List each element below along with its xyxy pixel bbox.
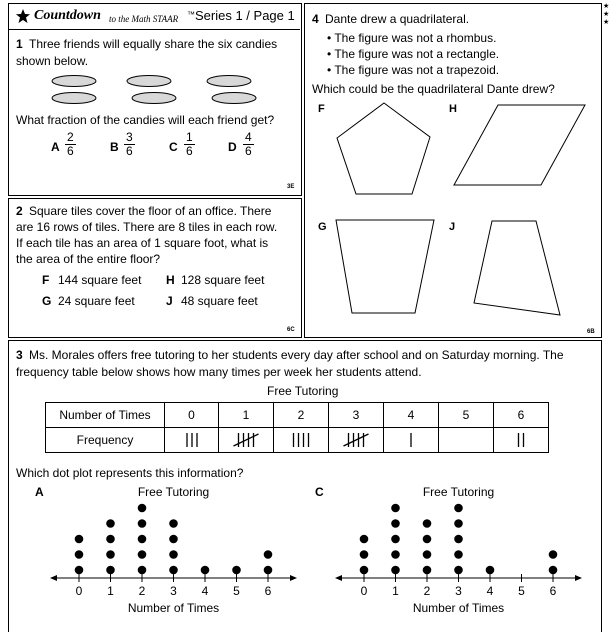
tick-label: 6 — [549, 584, 557, 598]
choice-a-letter[interactable]: A — [51, 140, 60, 154]
tally-marks — [172, 430, 212, 450]
data-dot — [138, 535, 147, 544]
choice-h-text[interactable]: 128 square feet — [181, 273, 265, 287]
tally-cell — [384, 428, 439, 453]
tally-slash — [344, 434, 369, 446]
choice-c-fraction[interactable]: $\frac{1}{6}$ — [186, 130, 193, 158]
choice-g-text[interactable]: 24 square feet — [58, 294, 135, 308]
data-dot — [106, 535, 115, 544]
data-dot — [264, 550, 273, 559]
tally-marks — [281, 430, 321, 450]
tick-label: 2 — [138, 584, 146, 598]
arrow-right-icon — [290, 575, 297, 581]
data-dot — [264, 566, 273, 575]
question-4-intro: Dante drew a quadrilateral. — [325, 12, 470, 26]
candies — [9, 72, 299, 112]
data-dot — [75, 550, 84, 559]
choice-b-fraction[interactable]: $\frac{3}{6}$ — [126, 130, 133, 158]
bullet-1: • The figure was not a rhombus. — [327, 31, 497, 45]
data-dot — [486, 566, 495, 575]
data-dot — [454, 535, 463, 544]
data-dot — [106, 550, 115, 559]
data-dot — [106, 519, 115, 528]
question-3-box — [8, 340, 602, 632]
question-2-number: 2 — [16, 204, 23, 218]
data-dot — [454, 519, 463, 528]
data-dot — [454, 566, 463, 575]
data-dot — [138, 566, 147, 575]
tally-cell — [274, 428, 329, 453]
data-dot — [169, 535, 178, 544]
data-dot — [391, 535, 400, 544]
choice-h-letter[interactable]: H — [166, 273, 175, 287]
question-4-number: 4 — [312, 12, 319, 26]
question-4-code: 6B — [587, 329, 595, 335]
tick-label: 0 — [75, 584, 83, 598]
tick-label: 1 — [392, 584, 399, 598]
plot-title: Free Tutoring — [422, 485, 495, 499]
table-cell: 5 — [439, 403, 494, 428]
candy-icon — [212, 93, 256, 104]
data-dot — [454, 504, 463, 513]
data-dot — [75, 535, 84, 544]
tick-label: 1 — [107, 584, 114, 598]
tally-marks — [226, 430, 266, 450]
data-dot — [169, 566, 178, 575]
dot-plot-c[interactable] — [299, 481, 599, 621]
data-dot — [423, 550, 432, 559]
data-dot — [423, 519, 432, 528]
tally-cell — [329, 428, 384, 453]
bullet-2: • The figure was not a rectangle. — [327, 47, 500, 61]
table-title: Free Tutoring — [267, 384, 339, 398]
table-cell: 0 — [165, 403, 219, 428]
tick-label: 3 — [170, 584, 177, 598]
trademark: ™ — [187, 10, 195, 19]
series-label: Series 1 / Page 1 — [195, 8, 295, 23]
kite-shape[interactable] — [474, 221, 560, 315]
quadrilateral-figures — [305, 4, 603, 334]
table-cell: 3 — [329, 403, 384, 428]
question-1-number: 1 — [16, 37, 23, 51]
question-3-line1: Ms. Morales offers free tutoring to her students every day after school and on Saturday morning. The — [29, 348, 564, 362]
question-3-question: Which dot plot represents this information? — [16, 466, 244, 480]
data-dot — [391, 519, 400, 528]
tick-label: 4 — [486, 584, 494, 598]
frequency-table — [45, 402, 549, 453]
choice-g-letter[interactable]: G — [42, 294, 52, 308]
data-dot — [360, 550, 369, 559]
tick-label: 5 — [233, 584, 240, 598]
tally-cell — [219, 428, 274, 453]
star-icon: ★ — [603, 19, 610, 26]
data-dot — [232, 566, 241, 575]
tally-marks — [391, 430, 431, 450]
tick-label: 6 — [264, 584, 272, 598]
brand-main: Countdown — [34, 8, 101, 23]
tally-marks — [501, 430, 541, 450]
pentagon-shape[interactable] — [337, 103, 430, 194]
star-icon: ★ — [603, 11, 610, 18]
candy-icon — [52, 93, 96, 104]
choice-d-fraction[interactable]: $\frac{4}{6}$ — [245, 130, 252, 158]
question-2-line3: If each tile has an area of 1 square foot, what is — [16, 236, 269, 250]
question-3-number: 3 — [16, 348, 23, 362]
arrow-left-icon — [50, 575, 57, 581]
question-2-line2: are 16 rows of tiles. There are 8 tiles in each row. — [16, 220, 278, 234]
brand-sub: to the Math STAAR — [109, 14, 179, 24]
question-1-box — [8, 3, 302, 196]
table-cell: 2 — [274, 403, 329, 428]
margin-stars — [603, 3, 610, 27]
star-icon: ★ — [603, 3, 610, 10]
data-dot — [454, 550, 463, 559]
data-dot — [391, 566, 400, 575]
data-dot — [169, 519, 178, 528]
data-dot — [138, 550, 147, 559]
data-dot — [201, 566, 210, 575]
choice-a-fraction[interactable]: $\frac{2}{6}$ — [67, 130, 74, 158]
data-dot — [391, 550, 400, 559]
data-dot — [391, 504, 400, 513]
data-dot — [549, 550, 558, 559]
question-2-line1: Square tiles cover the floor of an office. There — [29, 204, 272, 218]
x-axis-label: Number of Times — [127, 601, 220, 615]
data-dot — [75, 566, 84, 575]
question-3-line2: frequency table below shows how many times per week her students attend. — [16, 365, 422, 379]
data-dot — [138, 504, 147, 513]
parallelogram-shape[interactable] — [454, 105, 585, 185]
shape-f-label[interactable]: F — [318, 103, 325, 115]
question-1-line2: shown below. — [16, 54, 89, 68]
shape-h-label[interactable]: H — [449, 103, 457, 115]
question-2-line4: the area of the entire floor? — [16, 252, 161, 266]
dot-plot-a[interactable] — [9, 481, 299, 621]
header-bar — [9, 4, 300, 30]
data-dot — [423, 535, 432, 544]
choice-f-text[interactable]: 144 square feet — [58, 273, 142, 287]
choice-d-letter[interactable]: D — [228, 140, 237, 154]
tally-slash — [234, 434, 259, 446]
tally-cell — [165, 428, 219, 453]
plot-title: Free Tutoring — [137, 485, 210, 499]
candy-icon — [127, 76, 171, 87]
table-row — [46, 428, 549, 453]
data-dot — [360, 566, 369, 575]
data-dot — [423, 566, 432, 575]
candy-icon — [207, 76, 251, 87]
row1-header: Number of Times — [46, 403, 165, 428]
question-4-box — [304, 3, 602, 338]
x-axis-label: Number of Times — [412, 601, 505, 615]
data-dot — [360, 535, 369, 544]
star-icon — [15, 8, 31, 24]
arrow-right-icon — [575, 575, 582, 581]
table-cell: 1 — [219, 403, 274, 428]
table-cell: 4 — [384, 403, 439, 428]
question-2-box — [8, 198, 302, 338]
choice-j-letter[interactable]: J — [166, 294, 173, 308]
tally-marks — [336, 430, 376, 450]
arrow-left-icon — [335, 575, 342, 581]
bullet-3: • The figure was not a trapezoid. — [327, 63, 500, 77]
question-1-question: What fraction of the candies will each friend get? — [16, 113, 275, 127]
question-4-question: Which could be the quadrilateral Dante drew? — [312, 82, 555, 96]
data-dot — [169, 550, 178, 559]
plot-label: C — [315, 485, 324, 499]
data-dot — [549, 566, 558, 575]
tick-label: 5 — [518, 584, 525, 598]
choice-j-text[interactable]: 48 square feet — [181, 294, 258, 308]
tick-label: 0 — [360, 584, 368, 598]
choice-c-letter[interactable]: C — [169, 140, 178, 154]
question-1-line1: Three friends will equally share the six candies — [29, 37, 278, 51]
table-row — [46, 403, 549, 428]
candy-icon — [52, 76, 96, 87]
tick-label: 3 — [455, 584, 462, 598]
tally-cell — [439, 428, 494, 453]
question-1-code: 3E — [287, 184, 295, 190]
candy-icon — [132, 93, 176, 104]
data-dot — [138, 519, 147, 528]
shape-g-label[interactable]: G — [318, 221, 327, 233]
row2-header: Frequency — [46, 428, 165, 453]
data-dot — [106, 566, 115, 575]
tick-label: 2 — [423, 584, 431, 598]
question-2-code: 6C — [287, 327, 295, 333]
choice-b-letter[interactable]: B — [110, 140, 119, 154]
trapezoid-shape[interactable] — [336, 220, 434, 313]
tally-cell — [494, 428, 549, 453]
table-cell: 6 — [494, 403, 549, 428]
choice-f-letter[interactable]: F — [42, 273, 50, 287]
shape-j-label[interactable]: J — [449, 221, 456, 233]
tick-label: 4 — [201, 584, 209, 598]
plot-label: A — [35, 485, 44, 499]
